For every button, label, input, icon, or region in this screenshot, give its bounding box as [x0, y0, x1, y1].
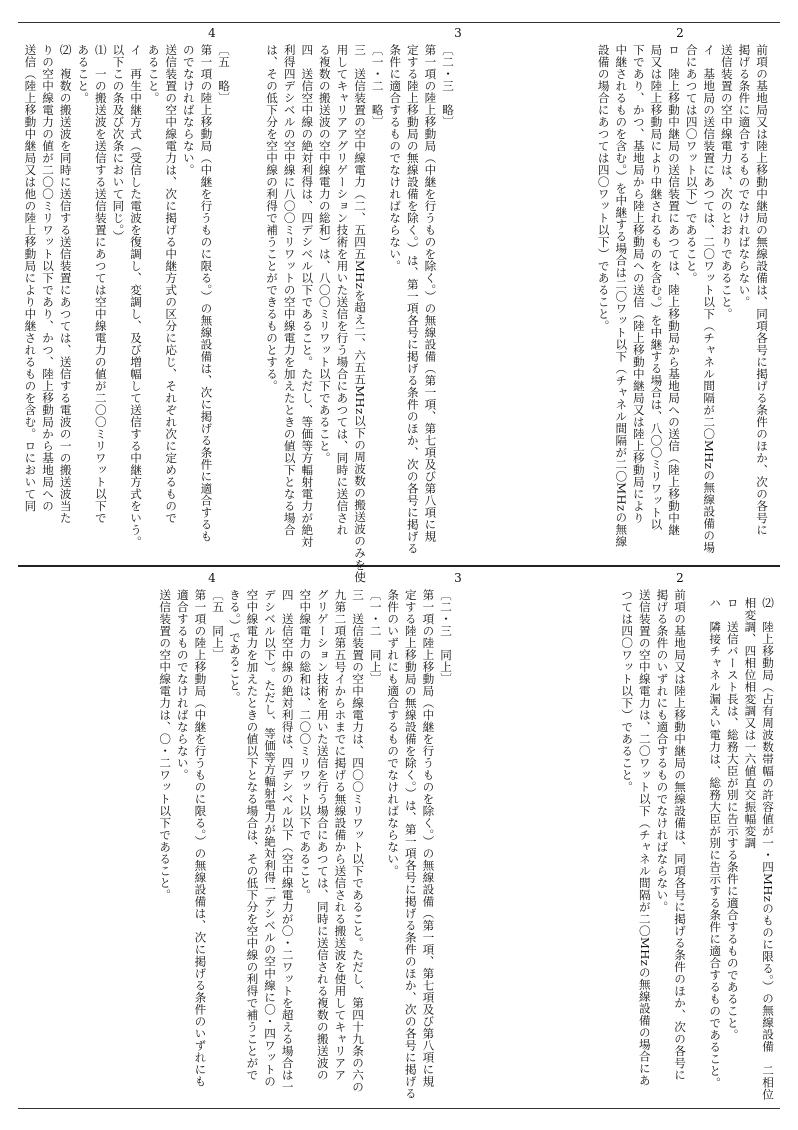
text-line: 〔二・三 同上〕: [439, 589, 453, 685]
text-line: 設備の場合にあつては四〇ワット以下）であること。: [596, 44, 611, 332]
text-line: 三 送信装置の空中線電力は、四〇〇ミリワット以下であること。ただし、第四十九条の六の: [351, 589, 366, 1093]
text-line: 中継されるものを含む。）を中継する場合は二〇ワット以下（チャネル間隔が二〇MHzの無線: [614, 44, 629, 548]
paragraph-3-text: [227, 567, 454, 1108]
paragraph-3-text: [260, 22, 456, 583]
amended-text-panel: [18, 22, 780, 583]
text-line: 条件のいずれにも適合するものでなければならない。: [386, 589, 401, 877]
text-line: 〔二・三 略〕: [441, 44, 455, 128]
text-line: ロ 陸上移動中継局の送信装置にあつては、陸上移動局から基地局への送信（陸上移動中継: [667, 44, 682, 536]
paragraph-4-text: [18, 22, 232, 565]
text-line: ⑵ 複数の搬送波を同時に送信する送信装置にあつては、送信する電波の一の搬送波当た: [58, 44, 73, 524]
text-line: 〔五 同上〕: [211, 589, 225, 661]
text-line: りの空中線電力の値が二〇〇ミリワット以下であり、かつ、陸上移動局から基地局への: [41, 44, 56, 512]
text-line: 送信装置の空中線電力は、二〇ワット以下（チャネル間隔が二〇MHzの無線設備の場合にあ: [637, 589, 652, 1087]
text-line: ハ 隣接チャネル漏えい電力は、総務大臣が別に告示する条件に適合するものであること。: [708, 597, 723, 1089]
text-line: 九第二項第五号イからホまでに掲げる無線設備から送信される搬送波を使用してキャリアア: [333, 589, 348, 1081]
text-line: 用してキャリアアグリゲーション技術を用いた送信を行う場合にあつては、同時に送信され: [335, 44, 350, 536]
text-line: 合にあつては四〇ワット以下）であること。: [684, 44, 699, 284]
bottom-border-rule: [18, 1108, 780, 1109]
text-line: 前項の基地局又は陸上移動中継局の無線設備は、同項各号に掲げる条件のほか、次の各号に: [673, 589, 687, 1081]
text-line: 定する陸上移動局の無線設備を除く。）は、第一項各号に掲げる条件のほか、次の各号に掲げる: [403, 589, 418, 1100]
text-line: 第一項の陸上移動局（中継を行うものを除く。）の無線設備（第一項、第七項及び第八項に規: [421, 589, 436, 1088]
paragraph-number: 2: [676, 26, 684, 40]
text-line: 適合するものでなければならない。: [175, 589, 190, 781]
text-line: 三 送信装置の空中線電力（二、五四五MHzを超え二、六五五MHz以下の周波数の搬送波のみを使: [353, 44, 368, 583]
text-line: 相変調、四相位相変調又は一六値直交振幅変調: [743, 597, 758, 849]
text-line: 掲げる条件のいずれにも適合するものでなければならない。: [655, 589, 670, 913]
text-line: 下であり、かつ、基地局から陸上移動局への送信（陸上移動中継局又は陸上移動局により: [631, 44, 646, 524]
paragraph-number: 4: [208, 571, 216, 585]
text-line: 利得四デシベルの空中線に八〇〇ミリワットの空中線電力を加えたときの値以下となる場合: [282, 44, 297, 536]
text-line: イ 再生中継方式（受信した電波を復調し、変調し、及び増幅して送信する中継方式をいう。: [129, 44, 144, 548]
text-line: 前項の基地局又は陸上移動中継局の無線設備は、同項各号に掲げる条件のほか、次の各号に: [755, 44, 769, 536]
text-line: 掲げる条件に適合するものでなければならない。: [737, 44, 752, 308]
text-line: 条件に適合するものでなければならない。: [388, 44, 403, 272]
text-line: 送信装置の空中線電力は、〇・二ワット以下であること。: [158, 589, 173, 901]
item-2-continuation-text: [698, 567, 776, 1108]
text-line: ロ 送信バースト長は、総務大臣が別に告示する条件に適合するものであること。: [725, 597, 740, 1041]
text-line: 定する陸上移動局の無線設備を除く。）は、第一項各号に掲げる条件のほか、次の各号に掲げる: [405, 44, 420, 555]
text-line: イ 基地局の送信装置にあつては、二〇ワット以下（チャネル間隔が二〇MHzの無線設備の場: [702, 44, 717, 554]
text-line: 送信装置の空中線電力は、次のとおりであること。: [719, 44, 734, 320]
text-line: ⑵ 陸上移動局（占有周波数帯幅の許容値が一・四MHzのものに限る。）の無線設備 二相位: [761, 597, 775, 1101]
text-line: あること。: [146, 44, 161, 104]
text-line: きる。）であること。: [227, 589, 242, 704]
text-line: 〔一・二 略〕: [370, 44, 385, 128]
original-text-panel: [18, 567, 780, 1108]
text-line: のでなければならない。: [181, 44, 196, 176]
paragraph-number: 3: [454, 571, 462, 585]
text-line: デシベル以下）。ただし、等価等方輻射電力が絶対利得一デシベルの空中線に〇・四ワットの: [263, 589, 278, 1088]
paragraph-number: 2: [676, 571, 684, 585]
paragraph-4-text: [146, 567, 226, 1108]
text-line: 四 送信空中線の絶対利得は、四デシベル以下であること。ただし、等価等方輻射電力が絶対: [300, 44, 315, 548]
text-line: 〔五 略〕: [217, 44, 231, 104]
text-line: は、その低下分を空中線の利得で補うことができるものとする。: [265, 44, 280, 392]
paragraph-2-text: [592, 22, 770, 565]
text-line: 〔一・二 同上〕: [368, 589, 383, 685]
text-line: 局又は陸上移動局により中継されるものを含む。）を中継する場合は、八〇〇ミリワット以: [649, 44, 664, 531]
text-line: 空中線電力を加えたときの値以下となる場合は、その低下分を空中線の利得で補うことがで: [245, 589, 260, 1081]
text-line: つては四〇ワット以下）であること。: [620, 589, 635, 793]
text-line: あること。: [76, 44, 91, 104]
text-line: 四 送信空中線の絶対利得は、四デシベル以下（空中線電力が〇・二ワットを超える場合は一: [280, 589, 295, 1093]
text-line: る複数の搬送波の空中線電力の総和）は、八〇〇ミリワット以下であること。: [317, 44, 332, 464]
paragraph-number: 4: [208, 26, 216, 40]
text-line: 空中線電力の総和は、二〇〇ミリワット以下であること。: [298, 589, 313, 901]
paragraph-number: 3: [454, 26, 462, 40]
text-line: 第一項の陸上移動局（中継を行うものに限る。）の無線設備は、次に掲げる条件のいずれにも: [193, 589, 208, 1088]
text-line: 以下この条及び次条において同じ。）: [111, 44, 126, 243]
text-line: グリゲーション技術を用いた送信を行う場合にあつては、同時に送信される複数の搬送波の: [315, 589, 330, 1081]
text-line: 第一項の陸上移動局（中継を行うものに限る。）の無線設備は、次に掲げる条件に適合するも: [199, 44, 214, 543]
paragraph-2-text: [610, 567, 688, 1108]
text-line: 送信（陸上移動中継局又は他の陸上移動局により中継されるものを含む。ロにおいて同: [23, 44, 38, 512]
text-line: 第一項の陸上移動局（中継を行うものを除く。）の無線設備（第一項、第七項及び第八項に規: [423, 44, 438, 543]
text-line: ⑴ 一の搬送波を送信する送信装置にあつては空中線電力の値が二〇〇ミリワット以下で: [93, 44, 108, 524]
text-line: 送信装置の空中線電力は、次に掲げる中継方式の区分に応じ、それぞれ次に定めるもので: [164, 44, 179, 524]
